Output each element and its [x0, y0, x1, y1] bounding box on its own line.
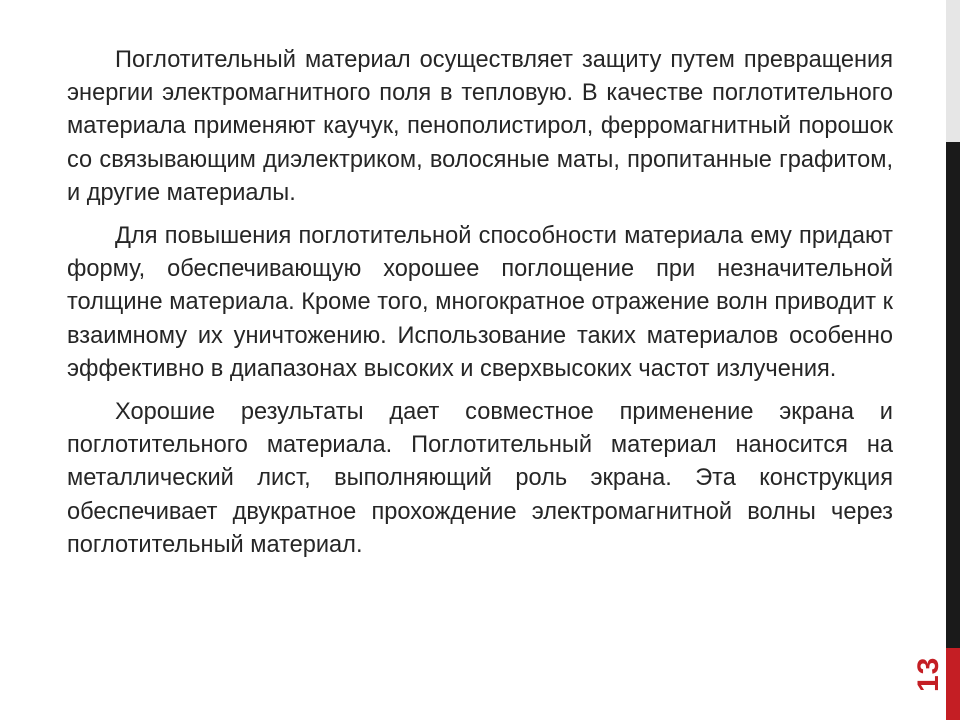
paragraph-1: Поглотительный материал осуществляет защиту путем превращения энергии электромагнитного поля в тепловую. В качестве поглотительного материала применяют каучук, пенополистирол, ферромагнитный порошок со связывающим диэлектриком, волосяные маты, пропитанные графитом, и другие материалы. — [67, 47, 893, 206]
side-bar-top — [946, 0, 960, 142]
paragraph-3: Хорошие результаты дает совместное применение экрана и поглотительного материала. Поглотительный материал наносится на металлический лист, выполняющий роль экрана. Эта конструкция обеспечивает двукратное прохождение электромагнитной волны через поглотительный материал. — [67, 399, 893, 558]
side-bar-dark — [946, 142, 960, 648]
side-bar-accent — [946, 648, 960, 720]
paragraph-2: Для повышения поглотительной способности материала ему придают форму, обеспечивающую хорошее поглощение при незначительной толщине материала. Кроме того, многократное отражение волн приводит к взаимному их уничтожению. Использование таких материалов особенно эффективно в диапазонах высоких и сверхвысоких частот излучения. — [67, 223, 893, 382]
slide-body — [67, 44, 893, 572]
slide-number: 13 — [912, 656, 945, 692]
